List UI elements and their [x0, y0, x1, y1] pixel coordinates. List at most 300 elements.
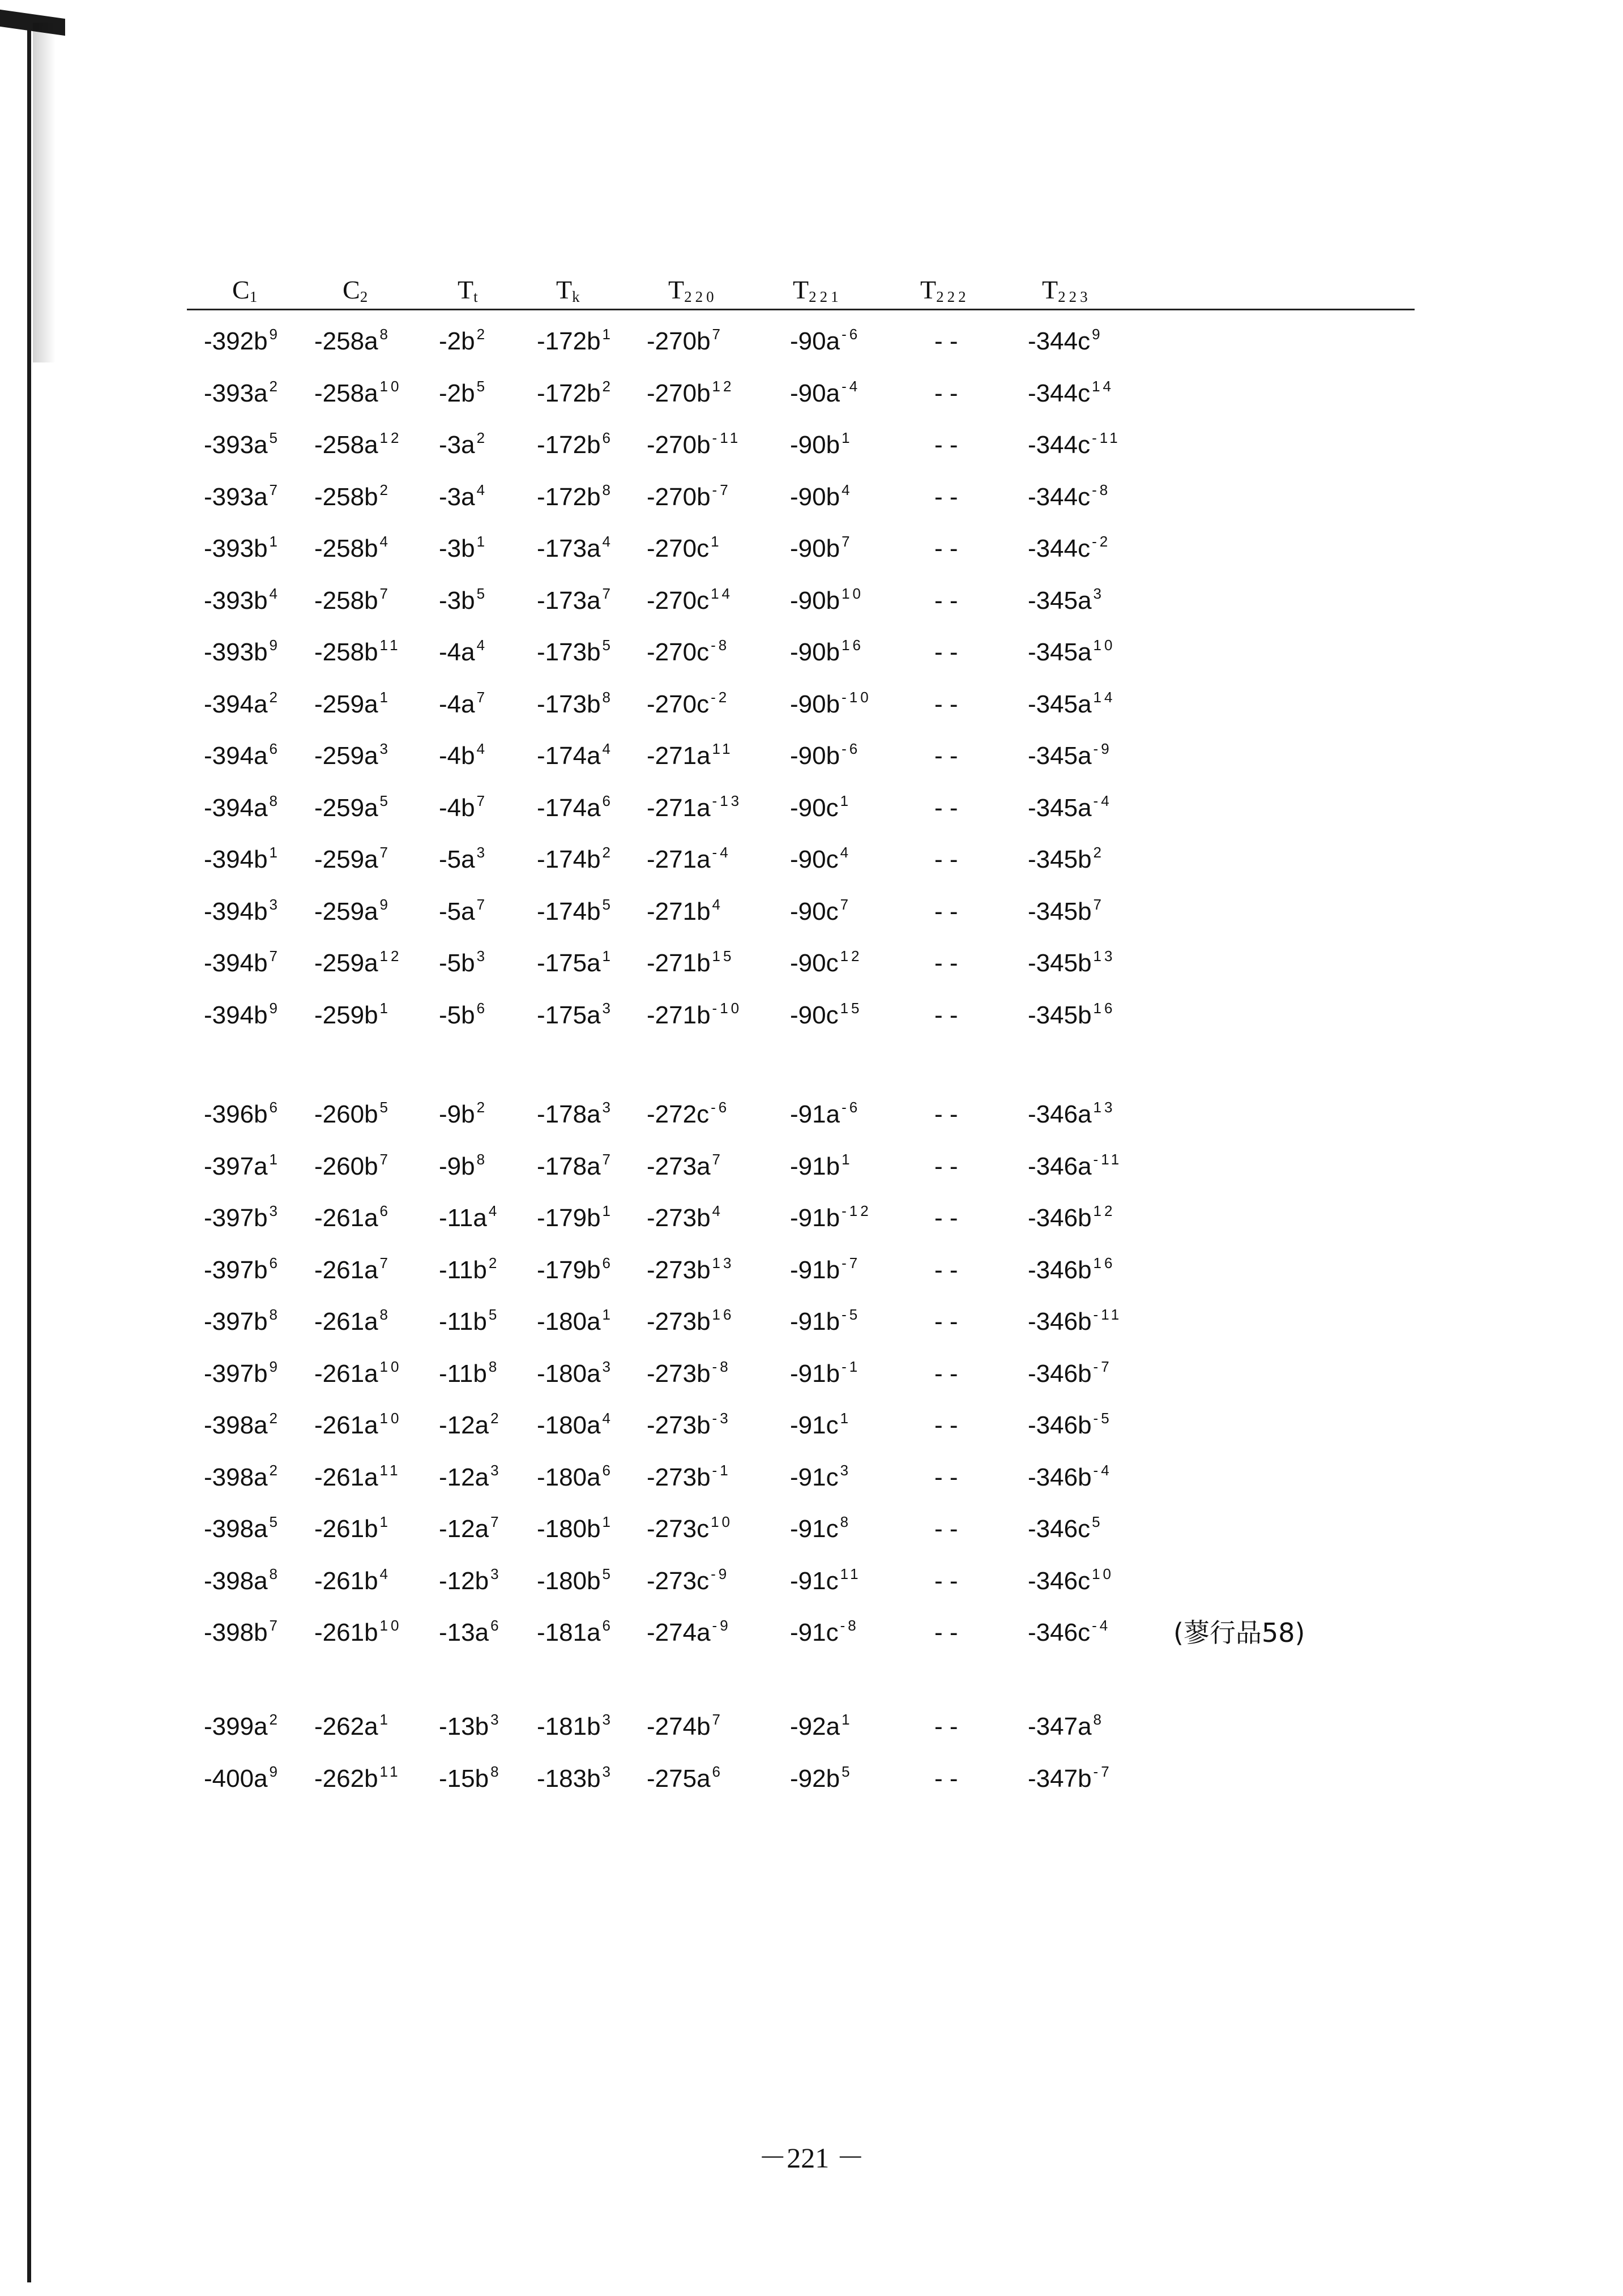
cell-value: -270c — [647, 586, 710, 614]
cell-superscript: -6 — [842, 1099, 861, 1116]
cell-superscript: 1 — [602, 1202, 614, 1219]
table-row — [0, 477, 1623, 517]
table-cell-tt — [439, 633, 488, 672]
table-cell-tk — [537, 1458, 613, 1497]
cell-value: -90a — [790, 379, 840, 407]
table-cell-t223 — [1028, 1406, 1112, 1445]
cell-value: -173a — [537, 535, 601, 562]
table-cell-c2 — [314, 996, 391, 1035]
table-cell-t221 — [790, 425, 853, 465]
column-header-subscript: 221 — [809, 288, 842, 305]
cell-value: -273b — [647, 1256, 711, 1284]
cell-value: -397b — [204, 1256, 268, 1284]
cell-superscript: 7 — [379, 584, 391, 602]
cell-superscript: 3 — [476, 948, 488, 965]
column-header-c2 — [343, 273, 371, 314]
cell-value: -4b — [439, 742, 475, 770]
cell-superscript: -7 — [842, 1254, 861, 1271]
table-cell-c1 — [204, 1147, 280, 1187]
cell-value: - - — [934, 793, 958, 822]
cell-superscript: 10 — [379, 1410, 402, 1427]
cell-value: -174b — [537, 846, 601, 873]
cell-superscript: 12 — [379, 948, 402, 965]
table-cell-tt — [439, 1302, 499, 1342]
cell-value: -398a — [204, 1567, 268, 1595]
table-cell-tt — [439, 1251, 499, 1290]
table-cell-t221 — [790, 1561, 861, 1601]
cell-superscript: 3 — [840, 1461, 852, 1479]
table-cell-c2 — [314, 840, 391, 880]
table-cell-tt — [439, 425, 488, 465]
cell-superscript: -4 — [712, 844, 731, 861]
cell-superscript: 9 — [1092, 326, 1103, 343]
cell-superscript: 1 — [269, 533, 281, 550]
cell-value: - - — [934, 949, 958, 977]
table-row — [0, 1147, 1623, 1187]
cell-superscript: 1 — [379, 1513, 391, 1530]
cell-value: -11b — [439, 1308, 487, 1335]
table-cell-c1 — [204, 788, 280, 828]
table-cell-c1 — [204, 1561, 280, 1601]
cell-superscript: 15 — [840, 999, 862, 1017]
cell-value: -346a — [1028, 1152, 1092, 1180]
table-cell-c1 — [204, 1406, 280, 1445]
table-cell-t222 — [934, 1354, 958, 1394]
cell-superscript: 1 — [379, 1711, 391, 1728]
column-header-tk — [556, 273, 583, 314]
cell-value: -261a — [314, 1256, 378, 1284]
table-cell-t221 — [790, 1354, 860, 1394]
table-cell-t220 — [647, 322, 723, 361]
cell-value: -259a — [314, 742, 378, 770]
cell-value: -394a — [204, 690, 268, 718]
cell-superscript: 3 — [476, 844, 488, 861]
table-cell-tk — [537, 892, 613, 932]
table-row — [0, 1354, 1623, 1394]
table-cell-t222 — [934, 1509, 958, 1549]
cell-superscript: -5 — [842, 1306, 861, 1323]
cell-value: -394a — [204, 742, 268, 770]
cell-value: -12b — [439, 1567, 489, 1595]
table-cell-c2 — [314, 1613, 402, 1653]
table-row — [0, 322, 1623, 361]
cell-superscript: 7 — [712, 1711, 724, 1728]
cell-superscript: 6 — [712, 1762, 724, 1780]
cell-value: -398a — [204, 1463, 268, 1491]
table-cell-t223 — [1028, 322, 1103, 361]
table-cell-tt — [439, 581, 488, 621]
column-header-base: T — [920, 275, 937, 304]
cell-value: - - — [934, 1001, 958, 1029]
cell-superscript: -4 — [842, 377, 861, 395]
cell-superscript: 7 — [840, 895, 852, 913]
cell-value: -271a — [647, 846, 711, 873]
cell-value: -3a — [439, 431, 475, 459]
table-cell-t223 — [1028, 633, 1115, 672]
cell-value: - - — [934, 1204, 958, 1232]
cell-value: -3a — [439, 483, 475, 511]
table-cell-t222 — [934, 840, 958, 880]
cell-value: - - — [934, 1567, 958, 1595]
cell-value: - - — [934, 1100, 958, 1128]
table-cell-tt — [439, 840, 488, 880]
cell-value: -91b — [790, 1308, 840, 1335]
cell-value: -344c — [1028, 535, 1091, 562]
cell-value: -91c — [790, 1515, 839, 1543]
table-cell-t220 — [647, 1354, 731, 1394]
table-cell-c2 — [314, 374, 402, 413]
cell-value: -344c — [1028, 327, 1091, 355]
table-row — [0, 374, 1623, 413]
table-cell-tk — [537, 788, 613, 828]
cell-value: -261b — [314, 1515, 378, 1543]
table-cell-c2 — [314, 788, 391, 828]
cell-value: -258a — [314, 431, 378, 459]
cell-superscript: 8 — [602, 688, 614, 706]
table-cell-tk — [537, 944, 613, 983]
cell-superscript: 3 — [490, 1461, 502, 1479]
table-row — [0, 1198, 1623, 1238]
table-cell-t220 — [647, 1095, 729, 1134]
cell-superscript: 7 — [379, 1254, 391, 1271]
cell-value: - - — [934, 897, 958, 925]
table-cell-c1 — [204, 1198, 280, 1238]
cell-value: -273b — [647, 1411, 711, 1439]
table-cell-tt — [439, 477, 488, 517]
table-cell-c1 — [204, 1354, 280, 1394]
cell-superscript: 1 — [602, 1306, 614, 1323]
table-cell-t223 — [1028, 944, 1115, 983]
cell-superscript: -7 — [712, 481, 731, 498]
table-cell-t220 — [647, 685, 729, 724]
cell-value: -90b — [790, 535, 840, 562]
cell-superscript: -9 — [1093, 740, 1112, 757]
cell-superscript: 4 — [476, 481, 488, 498]
cell-value: -90c — [790, 949, 839, 977]
cell-superscript: 5 — [602, 895, 614, 913]
cell-value: -273c — [647, 1515, 710, 1543]
table-cell-t221 — [790, 840, 851, 880]
cell-superscript: 4 — [379, 533, 391, 550]
cell-value: -345a — [1028, 586, 1092, 614]
cell-superscript: 12 — [379, 429, 402, 446]
table-cell-t223 — [1028, 1251, 1115, 1290]
table-cell-c1 — [204, 944, 280, 983]
table-cell-t223 — [1028, 1198, 1115, 1238]
table-cell-t223 — [1028, 1759, 1112, 1799]
cell-value: -345b — [1028, 1001, 1092, 1029]
cell-value: -398b — [204, 1619, 268, 1646]
cell-value: -344c — [1028, 431, 1091, 459]
cell-value: -397a — [204, 1152, 268, 1180]
cell-superscript: 1 — [476, 533, 488, 550]
cell-superscript: 8 — [602, 481, 614, 498]
cell-superscript: 8 — [269, 1306, 281, 1323]
table-row — [0, 1707, 1623, 1747]
table-cell-t220 — [647, 581, 733, 621]
table-cell-tk — [537, 1147, 613, 1187]
cell-superscript: 11 — [379, 1762, 401, 1780]
cell-superscript: 13 — [712, 1254, 734, 1271]
cell-value: - - — [934, 483, 958, 511]
cell-value: -15b — [439, 1764, 489, 1793]
cell-superscript: 9 — [269, 326, 281, 343]
cell-value: -344c — [1028, 379, 1091, 407]
table-cell-c2 — [314, 322, 391, 361]
cell-superscript: 1 — [840, 792, 852, 809]
cell-superscript: -8 — [1092, 481, 1111, 498]
cell-value: -261a — [314, 1411, 378, 1439]
table-cell-tk — [537, 840, 613, 880]
cell-value: -9b — [439, 1152, 475, 1180]
table-cell-c2 — [314, 1095, 391, 1134]
table-cell-c2 — [314, 1147, 391, 1187]
table-row — [0, 1302, 1623, 1342]
cell-value: -174b — [537, 897, 601, 925]
cell-superscript: 4 — [712, 1202, 724, 1219]
table-row — [0, 1458, 1623, 1497]
cell-value: -91b — [790, 1204, 840, 1232]
table-cell-tk — [537, 1613, 613, 1653]
cell-value: -90b — [790, 431, 840, 459]
cell-value: -180b — [537, 1515, 601, 1543]
cell-value: -392b — [204, 327, 268, 355]
cell-value: -11b — [439, 1359, 487, 1388]
cell-value: -346c — [1028, 1619, 1091, 1646]
cell-superscript: 6 — [269, 740, 281, 757]
cell-value: -346b — [1028, 1411, 1092, 1439]
table-cell-t221 — [790, 1707, 853, 1747]
table-cell-t223 — [1028, 1561, 1114, 1601]
column-header-subscript: 220 — [684, 288, 717, 305]
cell-value: -90b — [790, 690, 840, 718]
column-header-t223 — [1042, 273, 1091, 314]
table-cell-c1 — [204, 892, 280, 932]
column-header-base: T — [668, 275, 685, 304]
cell-superscript: 3 — [490, 1711, 502, 1728]
table-cell-tk — [537, 1198, 613, 1238]
table-cell-c1 — [204, 685, 280, 724]
cell-superscript: 1 — [269, 844, 281, 861]
table-cell-t222 — [934, 1458, 958, 1497]
table-cell-tk — [537, 529, 613, 569]
table-cell-tt — [439, 1095, 488, 1134]
table-cell-t220 — [647, 1198, 723, 1238]
cell-value: -181a — [537, 1619, 601, 1646]
cell-superscript: -7 — [1093, 1358, 1112, 1375]
cell-value: -4a — [439, 638, 475, 666]
table-cell-tt — [439, 1509, 502, 1549]
cell-superscript: 9 — [379, 895, 391, 913]
cell-value: -90b — [790, 742, 840, 770]
cell-value: -174a — [537, 742, 601, 770]
cell-superscript: 10 — [1092, 1565, 1114, 1582]
cell-superscript: -4 — [1092, 1617, 1111, 1634]
cell-superscript: -4 — [1093, 1461, 1112, 1479]
cell-superscript: 4 — [842, 481, 853, 498]
table-cell-t222 — [934, 685, 958, 724]
table-cell-t222 — [934, 1759, 958, 1799]
table-cell-t221 — [790, 1251, 860, 1290]
cell-superscript: 3 — [269, 895, 281, 913]
cell-superscript: 7 — [269, 948, 281, 965]
cell-value: -91c — [790, 1411, 839, 1439]
cell-superscript: -10 — [712, 999, 742, 1017]
cell-superscript: 10 — [842, 584, 864, 602]
cell-value: -271b — [647, 1001, 711, 1029]
table-cell-t220 — [647, 892, 723, 932]
table-cell-c2 — [314, 1458, 401, 1497]
table-cell-t223 — [1028, 685, 1115, 724]
cell-value: -393b — [204, 638, 268, 666]
table-cell-t220 — [647, 1302, 734, 1342]
table-cell-t221 — [790, 529, 853, 569]
cell-superscript: 11 — [712, 740, 733, 757]
cell-superscript: 1 — [379, 688, 391, 706]
cell-value: -270c — [647, 638, 710, 666]
cell-value: -12a — [439, 1463, 489, 1491]
table-cell-t222 — [934, 633, 958, 672]
cell-value: -4b — [439, 793, 475, 822]
cell-value: -12a — [439, 1515, 489, 1543]
cell-value: -270b — [647, 431, 711, 459]
table-cell-t221 — [790, 633, 864, 672]
cell-superscript: 1 — [711, 533, 722, 550]
table-cell-t223 — [1028, 840, 1104, 880]
cell-value: -11b — [439, 1256, 487, 1284]
cell-superscript: 2 — [1093, 844, 1105, 861]
cell-superscript: 4 — [488, 1202, 500, 1219]
cell-value: -91c — [790, 1463, 839, 1491]
table-cell-t220 — [647, 477, 731, 517]
cell-value: -258b — [314, 586, 378, 614]
table-cell-t222 — [934, 1707, 958, 1747]
table-cell-c2 — [314, 581, 391, 621]
cell-value: -9b — [439, 1100, 475, 1128]
table-cell-t223 — [1028, 425, 1121, 465]
table-cell-c1 — [204, 1613, 280, 1653]
cell-value: -393a — [204, 379, 268, 407]
cell-superscript: -2 — [711, 688, 730, 706]
column-header-base: T — [458, 275, 474, 304]
cell-value: -178a — [537, 1152, 601, 1180]
cell-value: -272c — [647, 1100, 710, 1128]
cell-superscript: -1 — [842, 1358, 861, 1375]
cell-value: -345b — [1028, 897, 1092, 925]
cell-superscript: 16 — [712, 1306, 734, 1323]
cell-superscript: 2 — [269, 1410, 281, 1427]
cell-value: -3b — [439, 586, 475, 614]
cell-value: -90b — [790, 586, 840, 614]
cell-superscript: 6 — [602, 1617, 614, 1634]
table-cell-tt — [439, 1458, 502, 1497]
cell-value: -91b — [790, 1359, 840, 1388]
cell-superscript: 11 — [379, 1461, 401, 1479]
column-header-t222 — [920, 273, 969, 314]
cell-value: - - — [934, 535, 958, 562]
cell-value: -260b — [314, 1100, 378, 1128]
cell-value: -274b — [647, 1713, 711, 1740]
table-cell-t220 — [647, 736, 733, 776]
table-cell-tk — [537, 1354, 613, 1394]
cell-value: -393a — [204, 431, 268, 459]
cell-value: - - — [934, 379, 958, 407]
table-cell-t221 — [790, 322, 860, 361]
cell-superscript: 2 — [269, 377, 281, 395]
table-row — [0, 840, 1623, 880]
table-cell-c1 — [204, 1759, 280, 1799]
cell-value: -393a — [204, 483, 268, 511]
table-cell-t220 — [647, 1613, 731, 1653]
table-cell-tt — [439, 1354, 499, 1394]
cell-value: -12a — [439, 1411, 489, 1439]
table-cell-c2 — [314, 1302, 391, 1342]
column-header-subscript: t — [473, 288, 481, 305]
column-header-base: C — [232, 275, 250, 304]
table-cell-t220 — [647, 1406, 731, 1445]
table-cell-t221 — [790, 1613, 859, 1653]
cell-value: -261a — [314, 1359, 378, 1388]
column-header-subscript: 222 — [936, 288, 969, 305]
table-cell-t222 — [934, 374, 958, 413]
cell-superscript: 8 — [476, 1150, 488, 1168]
cell-superscript: -5 — [1093, 1410, 1112, 1427]
cell-value: -2b — [439, 327, 475, 355]
cell-value: -91c — [790, 1567, 839, 1595]
cell-value: -397b — [204, 1359, 268, 1388]
cell-value: -90c — [790, 1001, 839, 1029]
cell-value: -273b — [647, 1359, 711, 1388]
table-cell-t223 — [1028, 581, 1104, 621]
table-row — [0, 1613, 1623, 1653]
cell-superscript: 5 — [379, 792, 391, 809]
table-cell-t222 — [934, 788, 958, 828]
cell-value: - - — [934, 846, 958, 873]
cell-superscript: 5 — [602, 1565, 614, 1582]
cell-superscript: 5 — [476, 584, 488, 602]
cell-value: -270b — [647, 327, 711, 355]
table-cell-tt — [439, 1198, 499, 1238]
table-row — [0, 1406, 1623, 1445]
cell-value: -5a — [439, 846, 475, 873]
table-row — [0, 892, 1623, 932]
cell-value: -172b — [537, 379, 601, 407]
table-cell-c2 — [314, 633, 401, 672]
table-cell-c1 — [204, 996, 280, 1035]
cell-superscript: 4 — [840, 844, 852, 861]
cell-superscript: 7 — [712, 1150, 724, 1168]
cell-superscript: 6 — [379, 1202, 391, 1219]
cell-superscript: 3 — [602, 1099, 614, 1116]
cell-value: -258b — [314, 535, 378, 562]
table-cell-t221 — [790, 892, 851, 932]
cell-value: -270b — [647, 379, 711, 407]
cell-value: -258b — [314, 638, 378, 666]
cell-superscript: 4 — [602, 740, 614, 757]
cell-superscript: 2 — [602, 844, 614, 861]
table-cell-c1 — [204, 1707, 280, 1747]
table-cell-c1 — [204, 840, 280, 880]
table-cell-tk — [537, 581, 613, 621]
cell-superscript: 8 — [269, 792, 281, 809]
cell-superscript: 1 — [842, 429, 853, 446]
table-cell-t222 — [934, 322, 958, 361]
table-cell-t221 — [790, 1458, 851, 1497]
table-cell-t221 — [790, 1095, 860, 1134]
cell-superscript: 6 — [602, 1461, 614, 1479]
cell-value: -179b — [537, 1204, 601, 1232]
table-cell-t221 — [790, 374, 860, 413]
